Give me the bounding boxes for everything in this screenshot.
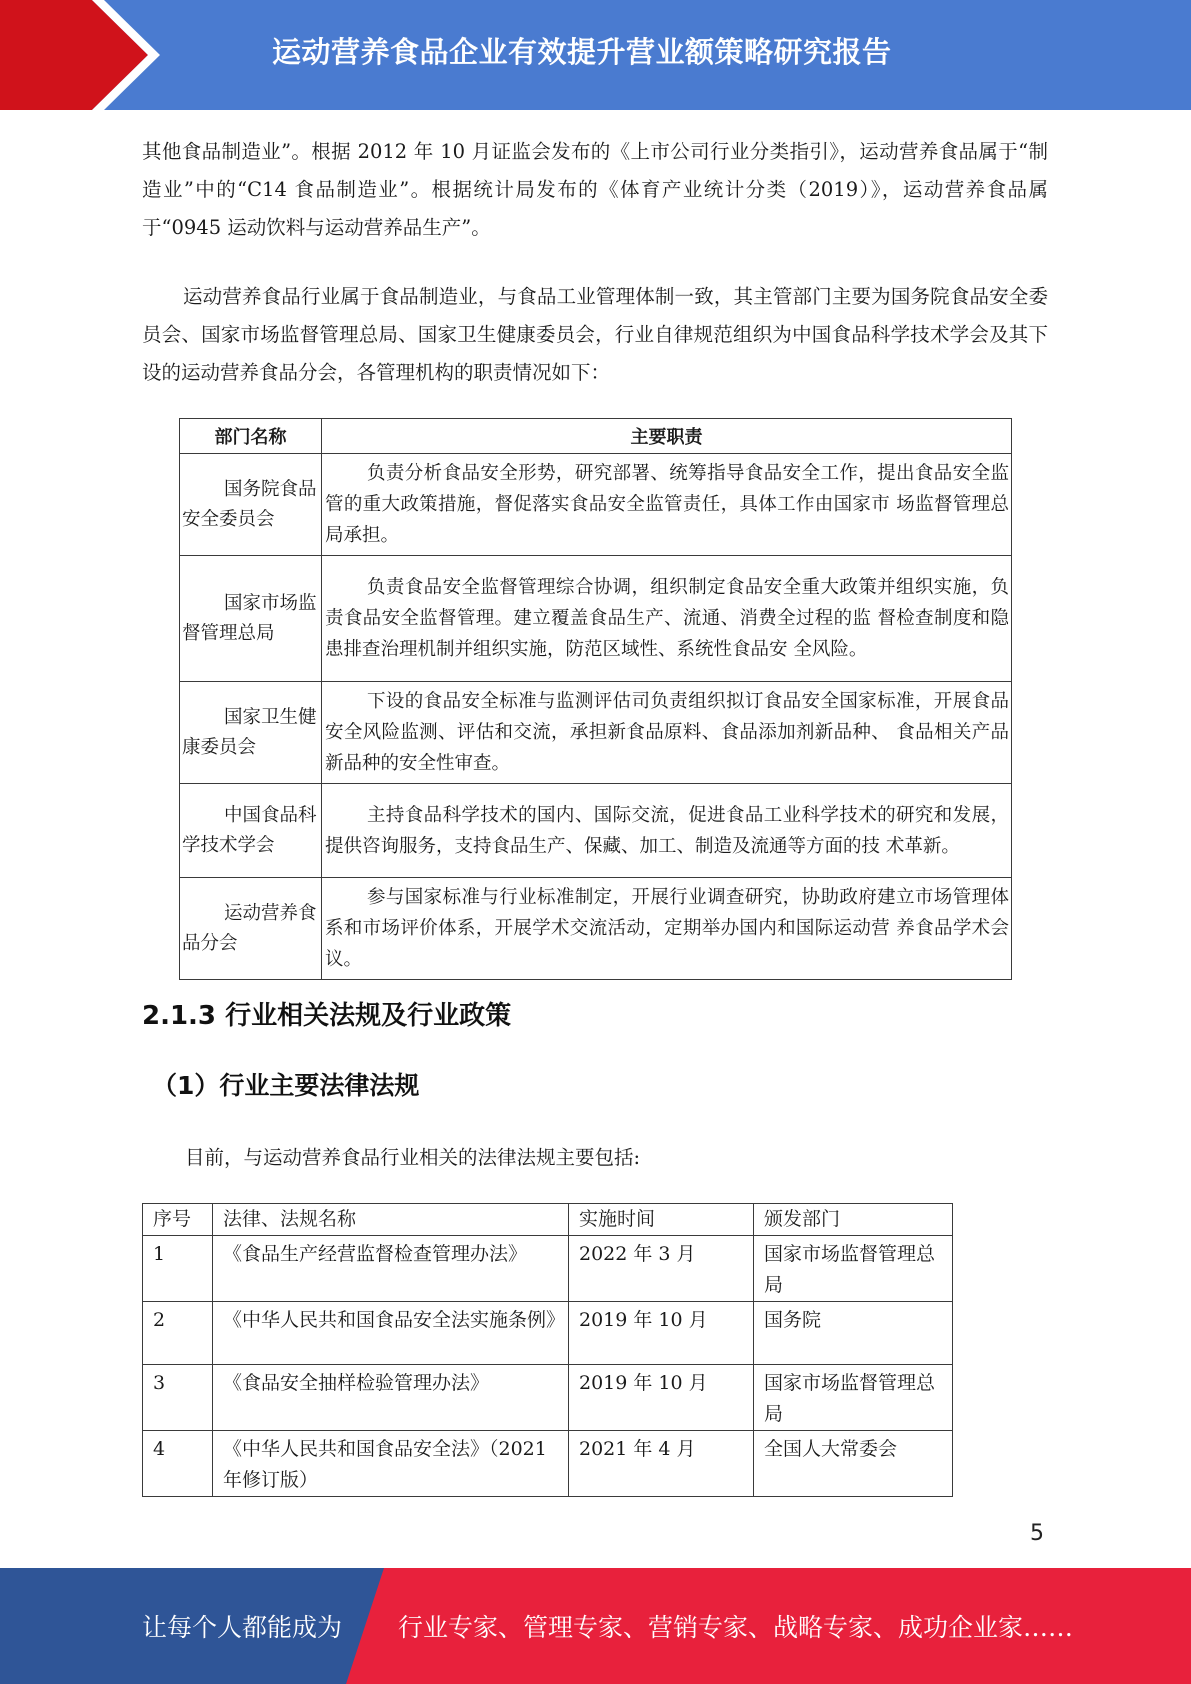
law-no: 4 (143, 1431, 213, 1497)
subsection-heading: （1）行业主要法律法规 (152, 1071, 420, 1100)
dept-cell: 中国食品科 学技术学会 (180, 784, 322, 878)
header-red-chevron (0, 0, 148, 110)
law-issuer: 国家市场监督管理总局 (754, 1236, 953, 1302)
table-header-row (180, 419, 1012, 454)
table-row (180, 454, 1012, 556)
dept-cell: 运动营养食 品分会 (180, 878, 322, 980)
law-intro-text: 目前，与运动营养食品行业相关的法律法规主要包括: (185, 1146, 641, 1169)
law-issuer: 国务院 (754, 1302, 953, 1365)
header-main-duty: 主要职责 (322, 419, 1012, 454)
dept-cell: 国务院食品 安全委员会 (180, 454, 322, 556)
duty-cell: 主持食品科学技术的国内、国际交流，促进食品工业科学技术的研究和发展，提供咨询服务，支持食品生产、保藏、加工、制造及流通等方面的技 术革新。 (322, 784, 1012, 878)
header-date: 实施时间 (569, 1204, 754, 1236)
header-law-name: 法律、法规名称 (213, 1204, 569, 1236)
table-row (180, 878, 1012, 980)
header-no: 序号 (143, 1204, 213, 1236)
report-title: 运动营养食品企业有效提升营业额策略研究报告 (272, 35, 892, 69)
law-name: 《中华人民共和国食品安全法》（2021 年修订版） (213, 1431, 569, 1497)
paragraph-regulators: 运动营养食品行业属于食品制造业，与食品工业管理体制一致，其主管部门主要为国务院食品安全委员会、国家市场监督管理总局、国家卫生健康委员会，行业自律规范组织为中国食品科学技术学会及其下设的运动营养食品分会，各管理机构的职责情况如下： (142, 285, 1048, 384)
duty-cell: 负责食品安全监督管理综合协调，组织制定食品安全重大政策并组织实施，负责食品安全监督管理。建立覆盖食品生产、流通、消费全过程的监 督检查制度和隐患排查治理机制并组织实施，防范区域性、系统性食品安 全风险。 (322, 556, 1012, 682)
law-no: 2 (143, 1302, 213, 1365)
law-date: 2022 年 3 月 (569, 1236, 754, 1302)
law-date: 2019 年 10 月 (569, 1302, 754, 1365)
table-row (180, 682, 1012, 784)
duty-cell: 下设的食品安全标准与监测评估司负责组织拟订食品安全国家标准，开展食品安全风险监测、评估和交流，承担新食品原料、食品添加剂新品种、 食品相关产品新品种的安全性审查。 (322, 682, 1012, 784)
footer-slogan-right: 行业专家、管理专家、营销专家、战略专家、成功企业家…… (398, 1613, 1074, 1642)
dept-cell: 国家卫生健 康委员会 (180, 682, 322, 784)
header-dept-name: 部门名称 (180, 419, 322, 454)
laws-table (142, 1203, 953, 1497)
law-issuer: 国家市场监督管理总局 (754, 1365, 953, 1431)
duty-cell: 参与国家标准与行业标准制定，开展行业调查研究，协助政府建立市场管理体系和市场评价体系，开展学术交流活动，定期举办国内和国际运动营 养食品学术会议。 (322, 878, 1012, 980)
law-date: 2021 年 4 月 (569, 1431, 754, 1497)
header-issuer: 颁发部门 (754, 1204, 953, 1236)
paragraph-classification: 其他食品制造业”。根据 2012 年 10 月证监会发布的《上市公司行业分类指引》，运动营养食品属于“制造业”中的“C14 食品制造业”。根据统计局发布的《体育产业统计分类（2019）》，运动营养食品属于“0945 运动饮料与运动营养品生产”。 (142, 140, 1048, 239)
law-name: 《食品安全抽样检验管理办法》 (213, 1365, 569, 1431)
duty-cell: 负责分析食品安全形势，研究部署、统筹指导食品安全工作，提出食品安全监管的重大政策措施，督促落实食品安全监管责任，具体工作由国家市 场监督管理总局承担。 (322, 454, 1012, 556)
table-row (180, 556, 1012, 682)
header-arrow-decoration (0, 0, 300, 110)
page-number: 5 (1030, 1521, 1044, 1546)
table-row (143, 1236, 953, 1302)
law-no: 1 (143, 1236, 213, 1302)
law-issuer: 全国人大常委会 (754, 1431, 953, 1497)
dept-cell: 国家市场监 督管理总局 (180, 556, 322, 682)
table-row (143, 1302, 953, 1365)
law-name: 《食品生产经营监督检查管理办法》 (213, 1236, 569, 1302)
footer-slogan-left: 让每个人都能成为 (142, 1613, 343, 1642)
law-no: 3 (143, 1365, 213, 1431)
table-row (180, 784, 1012, 878)
table-header-row (143, 1204, 953, 1236)
dept-duties-table (179, 418, 1012, 980)
law-date: 2019 年 10 月 (569, 1365, 754, 1431)
page-header (0, 0, 1191, 110)
section-heading: 2.1.3 行业相关法规及行业政策 (142, 1001, 512, 1031)
table-row (143, 1431, 953, 1497)
page-footer (0, 1568, 1191, 1684)
law-name: 《中华人民共和国食品安全法实施条例》 (213, 1302, 569, 1365)
table-row (143, 1365, 953, 1431)
